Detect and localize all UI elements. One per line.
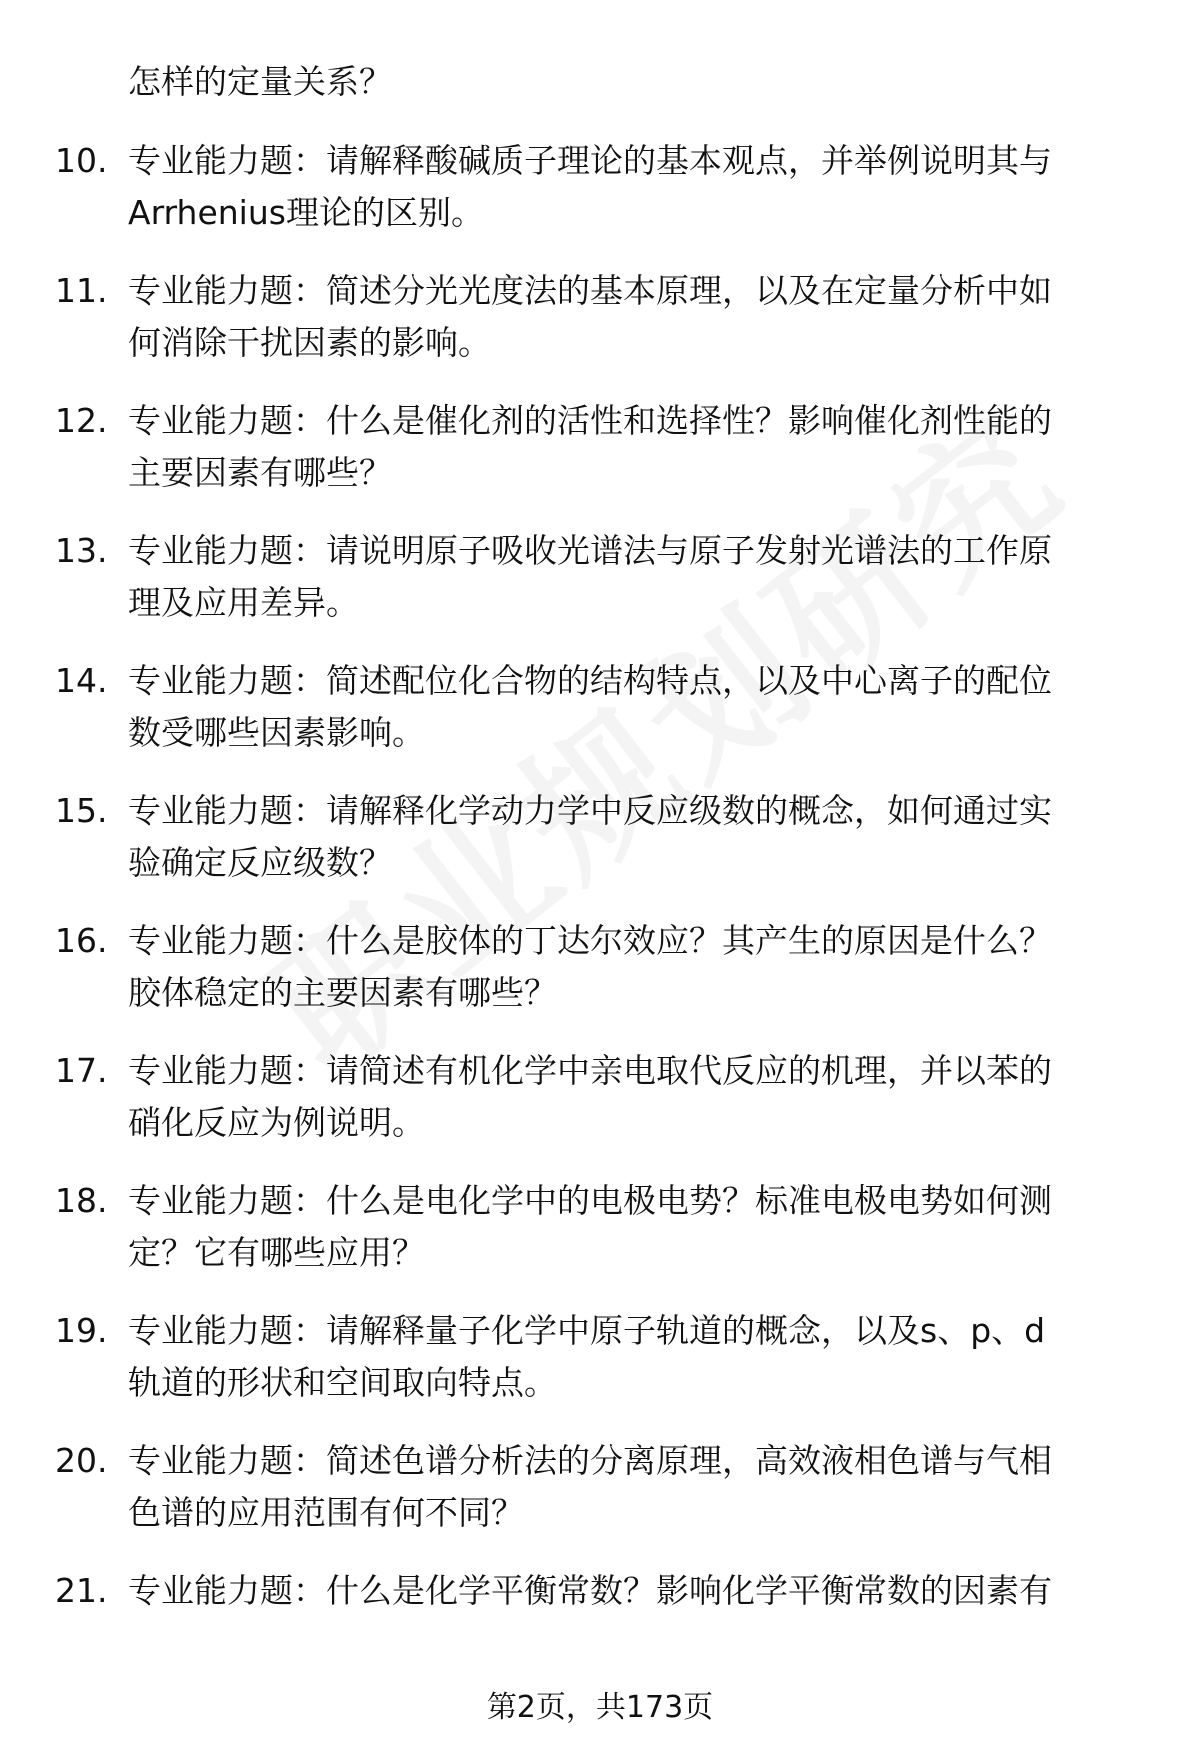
question-text: [128, 1045, 1138, 1149]
question-text: [128, 265, 1138, 369]
question-number: 15.: [55, 791, 108, 830]
page-footer: 第2页，共173页: [486, 1690, 714, 1725]
question-text: [128, 1175, 1138, 1279]
question-line: 专业能力题：请简述有机化学中亲电取代反应的机理，并以苯的: [128, 1051, 1052, 1090]
question-number: 10.: [55, 141, 108, 180]
question-line: 专业能力题：请解释化学动力学中反应级数的概念，如何通过实: [128, 791, 1052, 830]
question-line: 专业能力题：请说明原子吸收光谱法与原子发射光谱法的工作原: [128, 531, 1052, 570]
question-line: 专业能力题：简述分光光度法的基本原理，以及在定量分析中如: [128, 271, 1052, 310]
question-text: [128, 785, 1138, 889]
question-number: 16.: [55, 921, 108, 960]
question-line: 轨道的形状和空间取向特点。: [128, 1363, 557, 1402]
question-number: 13.: [55, 531, 108, 570]
question-line: 专业能力题：简述配位化合物的结构特点，以及中心离子的配位: [128, 661, 1052, 700]
question-line: 专业能力题：请解释酸碱质子理论的基本观点，并举例说明其与: [128, 141, 1052, 180]
question-number: 20.: [55, 1441, 108, 1480]
question-number: 18.: [55, 1181, 108, 1220]
question-text: [128, 1435, 1138, 1539]
question-text: [128, 395, 1138, 499]
question-line: 胶体稳定的主要因素有哪些？: [128, 973, 557, 1012]
question-line: Arrhenius理论的区别。: [128, 193, 484, 232]
question-line: 专业能力题：简述色谱分析法的分离原理，高效液相色谱与气相: [128, 1441, 1052, 1480]
question-line: 专业能力题：什么是胶体的丁达尔效应？其产生的原因是什么？: [128, 921, 1052, 960]
question-line: 专业能力题：什么是化学平衡常数？影响化学平衡常数的因素有: [128, 1571, 1052, 1610]
question-line: 色谱的应用范围有何不同？: [128, 1493, 524, 1532]
question-line: 硝化反应为例说明。: [128, 1103, 425, 1142]
question-line: 理及应用差异。: [128, 583, 359, 622]
question-text: [128, 1565, 1138, 1617]
question-number: 14.: [55, 661, 108, 700]
question-number: 11.: [55, 271, 108, 310]
question-line: 专业能力题：请解释量子化学中原子轨道的概念，以及s、p、d: [128, 1311, 1046, 1350]
question-text: [128, 525, 1138, 629]
question-line: 验确定反应级数？: [128, 843, 392, 882]
question-text: [128, 915, 1138, 1019]
question-number: 17.: [55, 1051, 108, 1090]
question-text: [128, 135, 1138, 239]
question-line: 专业能力题：什么是催化剂的活性和选择性？影响催化剂性能的: [128, 401, 1052, 440]
question-line: 专业能力题：什么是电化学中的电极电势？标准电极电势如何测: [128, 1181, 1052, 1220]
question-text: [128, 1305, 1138, 1409]
question-line: 数受哪些因素影响。: [128, 713, 425, 752]
question-line: 定？它有哪些应用？: [128, 1233, 425, 1272]
question-line: 主要因素有哪些？: [128, 453, 392, 492]
question-number: 19.: [55, 1311, 108, 1350]
question-number: 21.: [55, 1571, 108, 1610]
continuation-line: 怎样的定量关系？: [128, 62, 392, 101]
question-number: 12.: [55, 401, 108, 440]
question-line: 何消除干扰因素的影响。: [128, 323, 491, 362]
question-text: [128, 655, 1138, 759]
